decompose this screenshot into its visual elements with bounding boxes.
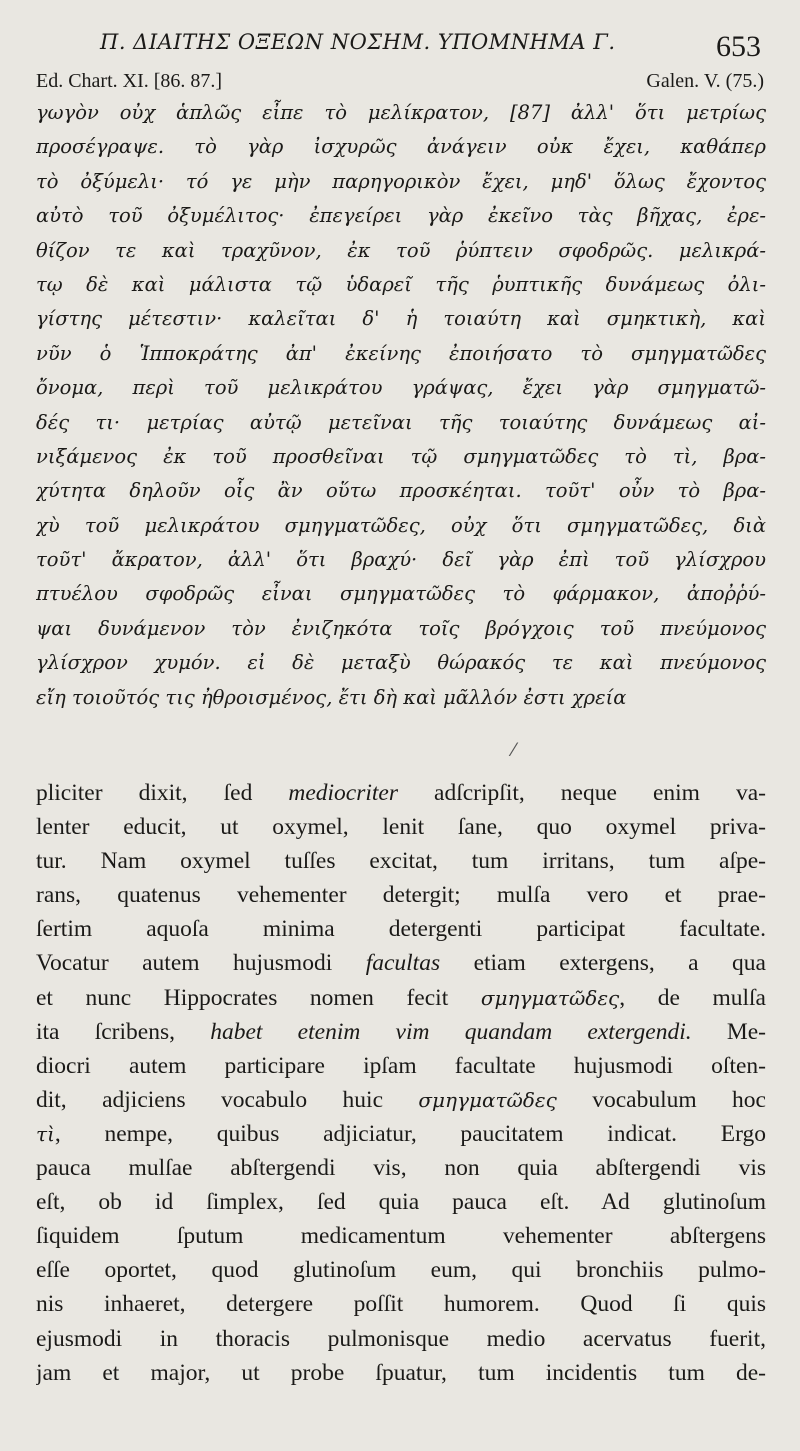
running-title: Π. ΔΙΑΙΤΗΣ ΟΞΕΩΝ ΝΟΣΗΜ. ΥΠΟΜΝΗΜΑ Γ. (100, 30, 616, 54)
greek-line: τοῦτ' ἄκρατον, ἀλλ' ὅτι βραχύ· δεῖ γὰρ ἐπὶ τοῦ γλίσχρου (36, 548, 766, 572)
greek-line: ὄνομα, περὶ τοῦ μελικράτου γράψας, ἔχει γὰρ σμηγματῶ- (36, 376, 766, 400)
greek-line: τῳ δὲ καὶ μάλιστα τῷ ὑδαρεῖ τῆς ῥυπτικῆς δυνάμεως ὀλι- (36, 272, 766, 296)
greek-line: πτυέλου σφοδρῶς εἶναι σμηγματῶδες τὸ φάρμακον, ἀποῤῥύ- (36, 582, 766, 606)
greek-line: γωγὸν οὐχ ἁπλῶς εἶπε τὸ μελίκρατον, [87] ἀλλ' ὅτι μετρίως (36, 101, 766, 124)
latin-line: ejusmodi in thoracis pulmonisque medio acervatus fuerit, (36, 1325, 766, 1352)
italic-phrase: facultas (365, 950, 441, 977)
edition-reference-line (36, 70, 764, 96)
page-number: 653 (716, 30, 761, 63)
greek-line: εἴη τοιοῦτός τις ἠθροισμένος, ἔτι δὴ καὶ μᾶλλόν ἐστι χρεία (36, 685, 627, 709)
latin-line: pliciter dixit, ſed mediocriter adſcripſit, neque enim va- (36, 780, 766, 806)
latin-line: dit, adjiciens vocabulo huic σμηγματῶδες vocabulum hoc (36, 1086, 766, 1113)
greek-term: σμηγματῶδες (418, 1087, 557, 1112)
greek-line: θίζον τε καὶ τραχῦνον, ἐκ τοῦ ῥύπτειν σφοδρῶς. μελικρά- (36, 238, 766, 262)
greek-line: γίστης μέτεστιν· καλεῖται δ' ἡ τοιαύτη καὶ σμηκτικὴ, καὶ (36, 307, 766, 331)
latin-line: tur. Nam oxymel tuſſes excitat, tum irritans, tum aſpe- (36, 848, 766, 875)
greek-line: νῦν ὁ Ἱπποκράτης ἀπ' ἐκείνης ἐποιήσατο τὸ σμηγματῶδες (36, 341, 766, 365)
greek-line: νιξάμενος ἐκ τοῦ προσθεῖναι τῷ σμηγματῶδες τὸ τὶ, βρα- (36, 444, 766, 468)
latin-line: et nunc Hippocrates nomen fecit σμηγματῶδες, de mulſa (36, 984, 766, 1011)
latin-text-block (36, 776, 766, 1390)
latin-line: jam et major, ut probe ſpuatur, tum incidentis tum de- (36, 1359, 766, 1386)
greek-term: σμηγματῶδες (480, 985, 620, 1010)
greek-line: τὸ ὀξύμελι· τό γε μὴν παρηγορικὸν ἔχει, μηδ' ὅλως ἔχοντος (36, 169, 766, 193)
marginal-mark: ⁄ (512, 740, 516, 761)
greek-text-block (36, 96, 766, 715)
latin-line: lenter educit, ut oxymel, lenit ſane, quo oxymel priva- (36, 814, 766, 841)
italic-phrase: habet etenim vim quandam extergendi. (210, 1018, 692, 1045)
latin-line: diocri autem participare ipſam facultate hujusmodi oſten- (36, 1052, 766, 1079)
latin-line: nis inhaeret, detergere poſſit humorem. Quod ſi quis (36, 1291, 766, 1318)
latin-line: Vocatur autem hujusmodi facultas etiam extergens, a qua (36, 950, 766, 977)
greek-term: τὶ (36, 1121, 55, 1146)
greek-line: γλίσχρον χυμόν. εἰ δὲ μεταξὺ θώρακός τε καὶ πνεύμονος (36, 651, 766, 675)
greek-line: χύτητα δηλοῦν οἷς ἂν οὕτω προσκέηται. τοῦτ' οὖν τὸ βρα- (36, 479, 766, 503)
greek-line: δές τι· μετρίας αὐτῷ μετεῖναι τῆς τοιαύτης δυνάμεως αἰ- (36, 410, 766, 434)
latin-line: ſertim aquoſa minima detergenti participat facultate. (36, 916, 766, 943)
greek-line: προσέγραψε. τὸ γὰρ ἰσχυρῶς ἀνάγειν οὐκ ἔχει, καθάπερ (36, 135, 766, 159)
latin-line: rans, quatenus vehementer detergit; mulſa vero et prae- (36, 882, 766, 909)
chartier-reference: Ed. Chart. XI. [86. 87.] (36, 70, 223, 92)
greek-line: χὺ τοῦ μελικράτου σμηγματῶδες, οὐχ ὅτι σμηγματῶδες, διὰ (36, 513, 766, 537)
italic-phrase: mediocriter (288, 780, 398, 806)
greek-line: αὐτὸ τοῦ ὀξυμέλιτος· ἐπεγείρει γὰρ ἐκεῖνο τὰς βῆχας, ἐρε- (36, 204, 766, 228)
latin-line: τὶ, nempe, quibus adjiciatur, paucitatem indicat. Ergo (36, 1120, 766, 1147)
galen-reference: Galen. V. (75.) (646, 70, 764, 92)
greek-line: ψαι δυνάμενον τὸν ἐνιζηκότα τοῖς βρόγχοις τοῦ πνεύμονος (36, 616, 766, 640)
latin-line: ſiquidem ſputum medicamentum vehementer abſtergens (36, 1223, 766, 1250)
latin-line: eſſe oportet, quod glutinoſum eum, qui bronchiis pulmo- (36, 1257, 766, 1284)
latin-line: ita ſcribens, habet etenim vim quandam extergendi. Me- (36, 1018, 766, 1045)
latin-line: pauca mulſae abſtergendi vis, non quia abſtergendi vis (36, 1155, 766, 1182)
latin-line: eſt, ob id ſimplex, ſed quia pauca eſt. Ad glutinoſum (36, 1189, 766, 1216)
